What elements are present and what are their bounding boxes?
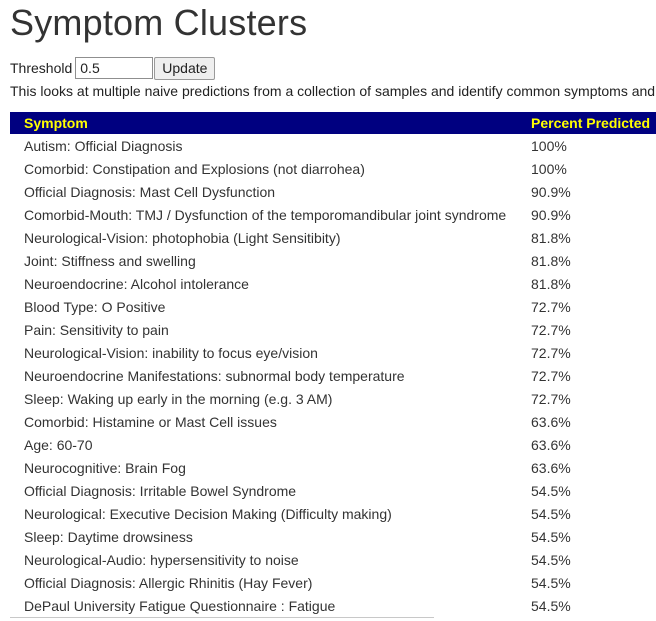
symptom-cell: Official Diagnosis: Mast Cell Dysfunction [24,183,276,200]
percent-cell: 72.7% [531,321,571,338]
update-button[interactable]: Update [154,57,215,80]
table-row [10,249,656,272]
table-row [10,157,656,180]
percent-cell: 63.6% [531,459,571,476]
horizontal-scrollbar[interactable] [10,617,434,618]
table-row [10,410,656,433]
table-row [10,226,656,249]
table-row [10,272,656,295]
symptom-cell: Neurocognitive: Brain Fog [24,459,186,476]
percent-cell: 100% [531,160,567,177]
percent-cell: 72.7% [531,298,571,315]
symptom-cell: Neurological-Vision: photophobia (Light Sensitibity) [24,229,341,246]
table-row [10,479,656,502]
percent-cell: 63.6% [531,413,571,430]
symptom-cell: DePaul University Fatigue Questionnaire : Fatigue [24,597,336,614]
symptom-cell: Age: 60-70 [24,436,93,453]
table-row [10,594,656,617]
symptom-cell: Neuroendocrine: Alcohol intolerance [24,275,249,292]
page-title: Symptom Clusters [10,2,308,43]
table-row [10,318,656,341]
threshold-controls [10,56,215,80]
symptom-cell: Comorbid: Constipation and Explosions (not diarrohea) [24,160,365,177]
percent-cell: 81.8% [531,275,571,292]
header-symptom: Symptom [24,115,88,131]
symptom-cell: Neuroendocrine Manifestations: subnormal body temperature [24,367,405,384]
symptom-table-container [10,112,656,617]
table-row [10,341,656,364]
percent-cell: 90.9% [531,206,571,223]
symptom-cell: Pain: Sensitivity to pain [24,321,169,338]
description-text: This looks at multiple naive predictions from a collection of samples and identify common symptoms and [10,83,656,99]
symptom-table [10,112,656,617]
percent-cell: 72.7% [531,367,571,384]
table-body [10,134,656,617]
symptom-cell: Blood Type: O Positive [24,298,166,315]
percent-cell: 90.9% [531,183,571,200]
threshold-label: Threshold [10,60,73,76]
symptom-cell: Comorbid-Mouth: TMJ / Dysfunction of the temporomandibular joint syndrome [24,206,507,223]
table-row [10,571,656,594]
table-row [10,295,656,318]
table-row [10,387,656,410]
symptom-cell: Neurological-Audio: hypersensitivity to noise [24,551,299,568]
table-row [10,203,656,226]
symptom-cell: Sleep: Waking up early in the morning (e.g. 3 AM) [24,390,333,407]
symptom-cell: Neurological: Executive Decision Making (Difficulty making) [24,505,392,522]
table-row [10,525,656,548]
percent-cell: 54.5% [531,528,571,545]
percent-cell: 72.7% [531,390,571,407]
symptom-cell: Official Diagnosis: Irritable Bowel Syndrome [24,482,297,499]
symptom-cell: Autism: Official Diagnosis [24,137,183,154]
percent-cell: 54.5% [531,574,571,591]
table-row [10,456,656,479]
table-row [10,502,656,525]
symptom-cell: Neurological-Vision: inability to focus eye/vision [24,344,318,361]
percent-cell: 54.5% [531,551,571,568]
threshold-input[interactable] [75,57,153,79]
symptom-cell: Sleep: Daytime drowsiness [24,528,193,545]
percent-cell: 54.5% [531,482,571,499]
table-row [10,134,656,157]
table-header-row [10,112,656,134]
percent-cell: 81.8% [531,252,571,269]
percent-cell: 100% [531,137,567,154]
header-percent-predicted: Percent Predicted [531,115,651,131]
table-row [10,433,656,456]
symptom-cell: Joint: Stiffness and swelling [24,252,196,269]
percent-cell: 54.5% [531,597,571,614]
table-row [10,180,656,203]
table-row [10,364,656,387]
percent-cell: 54.5% [531,505,571,522]
percent-cell: 81.8% [531,229,571,246]
table-row [10,548,656,571]
symptom-cell: Official Diagnosis: Allergic Rhinitis (Hay Fever) [24,574,313,591]
percent-cell: 63.6% [531,436,571,453]
percent-cell: 72.7% [531,344,571,361]
symptom-cell: Comorbid: Histamine or Mast Cell issues [24,413,277,430]
